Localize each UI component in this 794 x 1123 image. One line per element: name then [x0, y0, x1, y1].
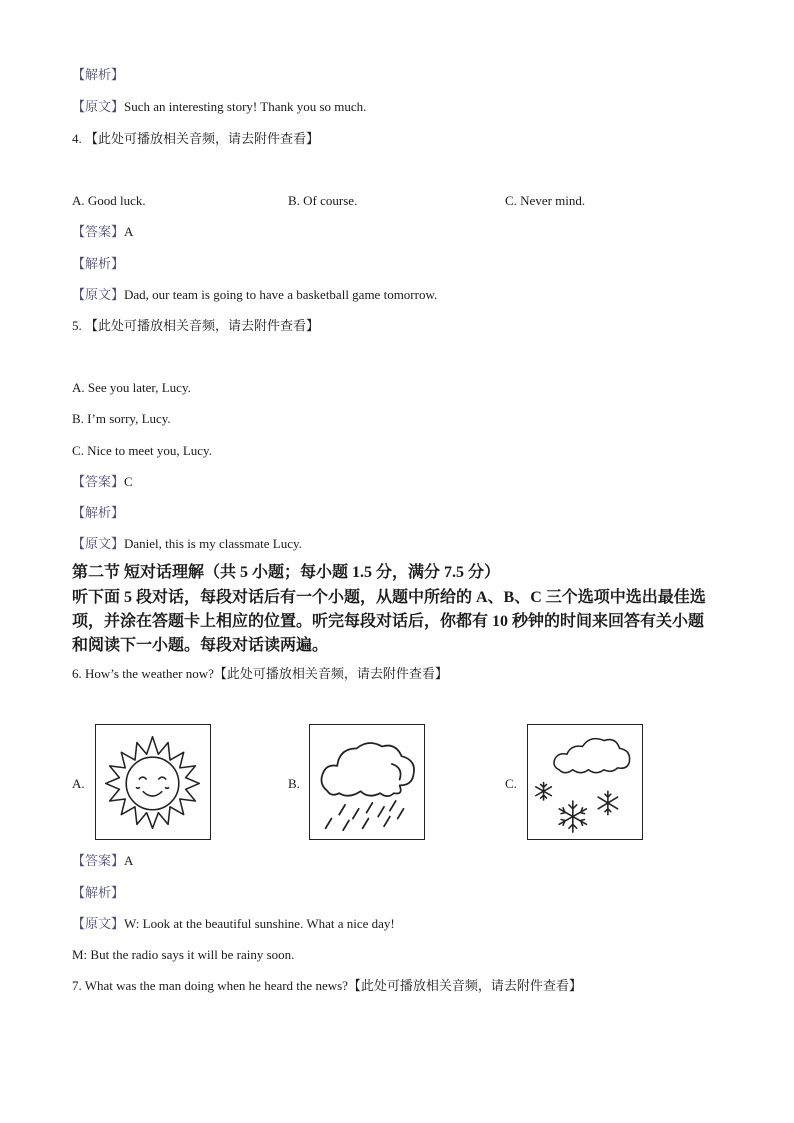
q3-original-text: Such an interesting story! Thank you so much.	[124, 99, 367, 114]
q4-original: 【原文】Dad, our team is going to have a basketball game tomorrow.	[72, 287, 438, 302]
q5-answer-value: C	[124, 474, 133, 489]
q5-option-a: A. See you later, Lucy.	[72, 380, 191, 395]
q3-analysis-tag: 【解析】	[72, 67, 125, 82]
q6-option-a-picture	[95, 724, 211, 840]
q6-option-a-label: A.	[72, 776, 85, 791]
q5-original: 【原文】Daniel, this is my classmate Lucy.	[72, 536, 302, 551]
q6-option-b-picture	[309, 724, 425, 840]
q4-option-b: B. Of course.	[288, 193, 358, 208]
q6-answer: 【答案】A	[72, 853, 134, 868]
q6-option-c-label: C.	[505, 776, 517, 791]
q6-original-line2: M: But the radio says it will be rainy soon.	[72, 947, 295, 962]
q3-original: 【原文】Such an interesting story! Thank you so much.	[72, 99, 367, 114]
rain-cloud-icon	[310, 725, 423, 838]
q4-answer-value: A	[124, 224, 134, 239]
q6-question: 6. How’s the weather now?【此处可播放相关音频，请去附件查看】	[72, 666, 448, 681]
section2-instruction-2: 项，并涂在答题卡上相应的位置。听完每段对话后，你都有 10 秒钟的时间来回答有关小题	[72, 613, 705, 630]
q6-analysis-tag: 【解析】	[72, 885, 125, 900]
q5-answer: 【答案】C	[72, 474, 133, 489]
q5-original-text: Daniel, this is my classmate Lucy.	[124, 536, 302, 551]
q6-original-line1: W: Look at the beautiful sunshine. What a nice day!	[124, 916, 395, 931]
q4-option-a: A. Good luck.	[72, 193, 146, 208]
q6-answer-value: A	[124, 853, 134, 868]
q4-option-c: C. Never mind.	[505, 193, 586, 208]
q4-original-text: Dad, our team is going to have a basketball game tomorrow.	[124, 287, 438, 302]
q4-question: 4. 【此处可播放相关音频，请去附件查看】	[72, 131, 320, 146]
q7-question: 7. What was the man doing when he heard the news?【此处可播放相关音频，请去附件查看】	[72, 978, 582, 993]
q5-option-b: B. I’m sorry, Lucy.	[72, 411, 171, 426]
q5-option-c: C. Nice to meet you, Lucy.	[72, 443, 212, 458]
section2-title: 第二节 短对话理解（共 5 小题；每小题 1.5 分，满分 7.5 分）	[72, 564, 501, 581]
q4-answer: 【答案】A	[72, 224, 134, 239]
q4-analysis-tag: 【解析】	[72, 256, 125, 271]
q6-option-c-picture	[527, 724, 643, 840]
section2-instruction-3: 和阅读下一小题。每段对话读两遍。	[72, 637, 329, 654]
q5-analysis-tag: 【解析】	[72, 505, 125, 520]
q5-question: 5. 【此处可播放相关音频，请去附件查看】	[72, 318, 320, 333]
q6-option-b-label: B.	[288, 776, 300, 791]
sun-icon	[96, 725, 209, 838]
section2-instruction-1: 听下面 5 段对话，每段对话后有一个小题，从题中所给的 A、B、C 三个选项中选出最佳选	[72, 589, 706, 606]
snow-cloud-icon	[528, 725, 641, 838]
q6-original: 【原文】W: Look at the beautiful sunshine. What a nice day!	[72, 916, 395, 931]
